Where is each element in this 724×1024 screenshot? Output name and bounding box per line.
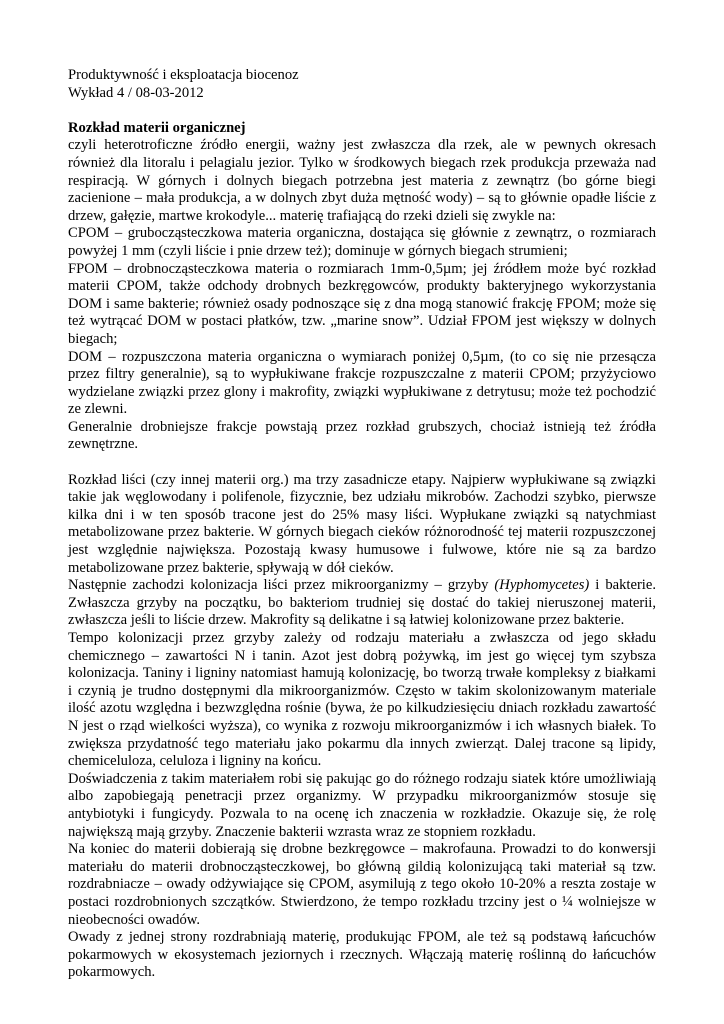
paragraph-food-chains: Owady z jednej strony rozdrabniają materię, produkując FPOM, ale też są podstawą łańcuchów pokarmowych w ekosystemach jeziornych i rzecznych. Włączają materię roślinną do łańcuchów pokarmowych. <box>68 929 656 981</box>
paragraph-colonization-rate: Tempo kolonizacji przez grzyby zależy od rodzaju materiału a zwłaszcza od jego składu chemicznego – zawartości N i tanin. Azot jest dobrą pożywką, im jest go więcej tym szybsza kolonizacja. Taniny i ligniny natomiast hamują kolonizację, bo tworzą trwałe kompleksy z białkami i czynią je trudno dostępnymi dla mikroorganizmów. Często w takim skolonizowanym materiale ilość azotu względna i bezwzględna rośnie (bywa, że po kilkudziesięciu dniach rozkładu zawartość N jest o rząd wielkości wyższa), co wynika z rozwoju mikroorganizmów i ich własnych białek. To zwiększa przydatność tego materiału jako pokarmu dla innych zwierząt. Dalej tracone są lipidy, chemiceluloza, celuloza i ligniny na końcu. <box>68 630 656 770</box>
paragraph-general: Generalnie drobniejsze frakcje powstają przez rozkład grubszych, chociaż istnieją też źródła zewnętrzne. <box>68 418 656 453</box>
spacer <box>68 102 656 120</box>
taxon-name: (Hyphomycetes) <box>494 577 590 594</box>
paragraph-colonization <box>68 577 656 630</box>
paragraph-macrofauna: Na koniec do materii dobierają się drobne bezkręgowce – makrofauna. Prowadzi to do konwersji materiału do materii drobnocząsteczkowej, bo główną gildią kolonizującą taki materiał są tzw. rozdrabniacze – owady odżywiające się CPOM, asymilują z tego około 10-20% a reszta zostaje w postaci rozdrobnionych szczątków. Stwierdzono, że tempo rozkładu trzciny jest o ¼ wolniejsze w nieobecności owadów. <box>68 841 656 928</box>
paragraph-intro: czyli heterotroficzne źródło energii, ważny jest zwłaszcza dla rzek, ale w pewnych okresach również dla litoralu i pelagialu jezior. Tylko w środkowych biegach rzek produkcja przeważa nad respiracją. W górnych i dolnych biegach potrzebna jest materia z zewnątrz (bo górne biegi zacienione – mała produkcja, a w dolnych zbyt duża mętność wody) – są to głównie opadłe liście z drzew, gałęzie, martwe krokodyle... materię trafiającą do rzeki dzieli się zwykle na: <box>68 137 656 224</box>
colonization-text-a: Następnie zachodzi kolonizacja liści przez mikroorganizmy – grzyby <box>68 577 495 594</box>
paragraph-decomposition-stages: Rozkład liści (czy innej materii org.) ma trzy zasadnicze etapy. Najpierw wypłukiwane są związki takie jak węglowodany i polifenole, fizycznie, bez udziału mikrobów. Zachodzi szybko, pierwsze kilka dni i w ten sposób tracone jest do 25% masy liści. Wypłukane związki są natychmiast metabolizowane przez bakterie. W górnych biegach cieków różnorodność tej materii rozpuszczonej jest względnie największa. Pozostają kwasy humusowe i fulwowe, które nie są za bardzo metabolizowane przez bakterie, spływają w dół cieków. <box>68 471 656 576</box>
paragraph-fpom: FPOM – drobnocząsteczkowa materia o rozmiarach 1mm-0,5µm; jej źródłem może być rozkład materii CPOM, także odchody drobnych bezkręgowców, produkty bakteryjnego wykorzystania DOM i same bakterie; również osady podnoszące się z dna mogą stanowić frakcję FPOM; może się też wytrącać DOM w postaci płatków, tzw. „marine snow”. Udział FPOM jest większy w dolnych biegach; <box>68 260 656 347</box>
course-title: Produktywność i eksploatacja biocenoz <box>68 67 299 83</box>
section-heading: Rozkład materii organicznej <box>68 119 246 136</box>
paragraph-experiments: Doświadczenia z takim materiałem robi się pakując go do różnego rodzaju siatek które umożliwiają albo zapobiegają penetracji przez organizmy. W przypadku mikroorganizmów stosuje się antybiotyki i fungicydy. Pozwala to na ocenę ich znaczenia w rozkładzie. Okazuje się, że rolę największą mają grzyby. Znaczenie bakterii wzrasta wraz ze stopniem rozkładu. <box>68 770 656 840</box>
document-page <box>68 67 656 982</box>
paragraph-cpom: CPOM – grubocząsteczkowa materia organiczna, dostająca się głównie z zewnątrz, o rozmiarach powyżej 1 mm (czyli liście i pnie drzew też); dominuje w górnych biegach strumieni; <box>68 225 656 259</box>
spacer <box>68 454 656 472</box>
paragraph-dom: DOM – rozpuszczona materia organiczna o wymiarach poniżej 0,5µm, (to co się nie przesącza przez filtry generalnie), są to wypłukiwane frakcje rozpuszczalne z materii CPOM; przyżyciowo wydzielane związki przez glony i makrofity, związki wypłukiwane z detrytusu; może też pochodzić ze zlewni. <box>68 348 656 418</box>
colonization-text-b: i bakterie. Zwłaszcza grzyby na początku, bo bakteriom trudniej się dostać do takiej nieruszonej materii, zwłaszcza jeśli to liście drzew. Makrofity są delikatne i są łatwiej kolonizowane przez bakterie. <box>68 577 656 629</box>
lecture-info: Wykład 4 / 08-03-2012 <box>68 84 204 101</box>
